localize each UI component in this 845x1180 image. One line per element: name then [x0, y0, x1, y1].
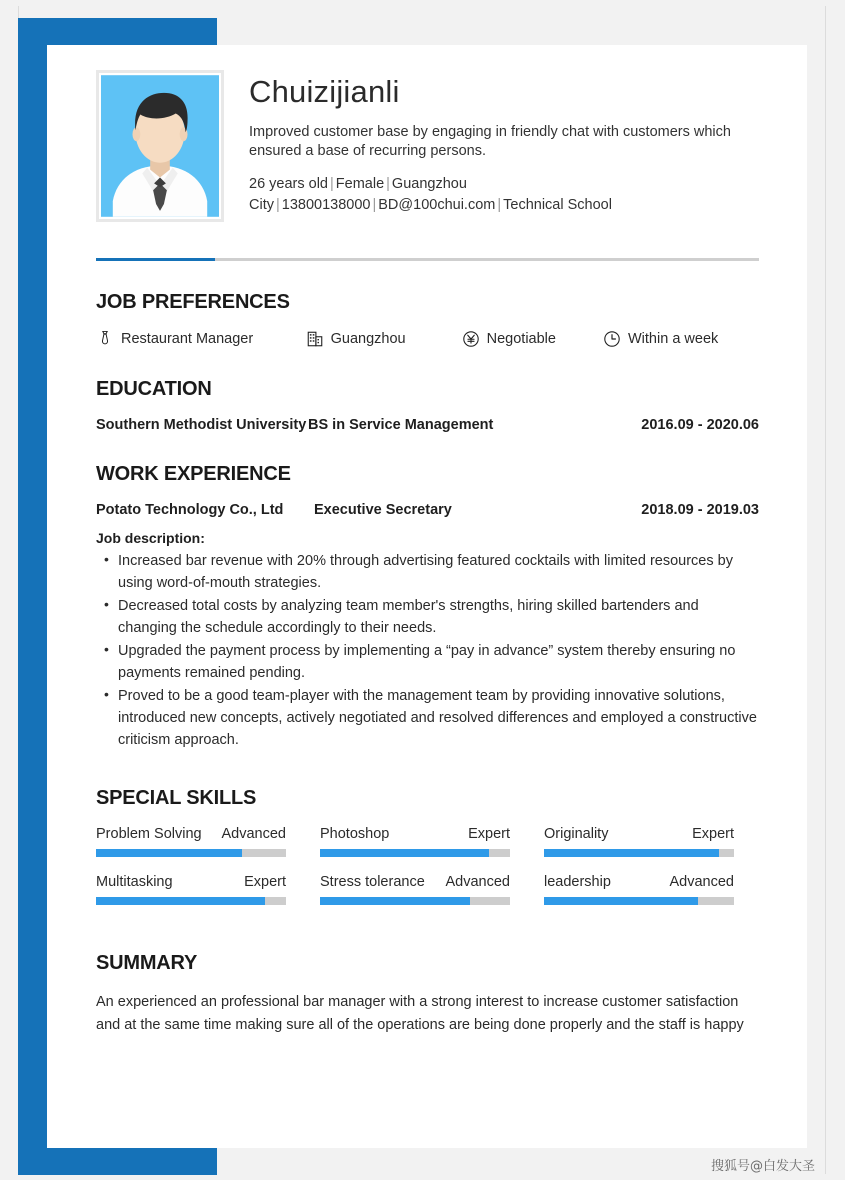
header-text — [249, 70, 759, 216]
contact-separator: | — [372, 196, 377, 213]
contact-line — [249, 174, 759, 216]
job-preference-label: Negotiable — [486, 331, 556, 347]
skill-level: Advanced — [669, 874, 734, 891]
contact-separator: | — [386, 175, 390, 192]
contact-item: Guangzhou City — [249, 175, 467, 213]
job-description-label: Job description: — [96, 530, 205, 546]
skill-name: Originality — [544, 826, 609, 843]
skill-progress-track — [320, 849, 510, 857]
contact-item: 26 years old — [249, 175, 328, 192]
skill-name: Multitasking — [96, 874, 173, 891]
skill-progress-fill — [96, 897, 265, 905]
skill-header — [320, 874, 510, 890]
skill-name: Problem Solving — [96, 826, 202, 843]
skill-progress-track — [96, 897, 286, 905]
skill-header — [96, 826, 286, 842]
skill-level: Expert — [468, 826, 510, 843]
job-description-bullet: • Increased bar revenue with 20% through advertising featured cocktails with limited resources by using word-of-mouth strategies. — [118, 550, 759, 594]
job-description-bullet: • Decreased total costs by analyzing team member's strengths, hiring skilled bartenders and changing the schedule accordingly to their needs. — [118, 595, 759, 639]
contact-item: 13800138000 — [281, 196, 371, 213]
job-preference-item — [462, 330, 603, 348]
education-date: 2016.09 - 2020.06 — [641, 417, 759, 433]
section-education — [96, 378, 759, 433]
resume-header — [96, 70, 759, 222]
job-description-bullet: • Proved to be a good team-player with the management team by providing innovative solutions, introduced new concepts, actively negotiated and resolved differences and employed a constructive criticism approach. — [118, 685, 759, 751]
work-role: Executive Secretary — [314, 502, 452, 518]
skill-level: Expert — [244, 874, 286, 891]
section-title-special-skills: SPECIAL SKILLS — [96, 787, 257, 810]
skill-name: Photoshop — [320, 826, 390, 843]
contact-separator: | — [497, 196, 502, 213]
skill-level: Advanced — [221, 826, 286, 843]
skill-item — [320, 874, 510, 905]
skill-header — [320, 826, 510, 842]
job-preference-item — [603, 330, 759, 348]
job-description-bullets — [96, 550, 759, 751]
skill-item — [320, 826, 510, 857]
job-preference-label: Restaurant Manager — [121, 331, 254, 347]
skill-level: Advanced — [445, 874, 510, 891]
section-title-education: EDUCATION — [96, 378, 212, 400]
blue-left-bar — [18, 18, 50, 1156]
blue-top-bar — [18, 18, 217, 45]
necktie-icon — [96, 330, 114, 348]
job-description-bullet: • Upgraded the payment process by implementing a “pay in advance” system thereby ensuring no payments remained pending. — [118, 640, 759, 684]
building-icon — [306, 330, 324, 348]
clock-icon — [603, 330, 621, 348]
skill-name: leadership — [544, 874, 611, 891]
section-work-experience — [96, 463, 759, 751]
skill-header — [96, 874, 286, 890]
section-title-work-experience: WORK EXPERIENCE — [96, 463, 291, 485]
education-degree: BS in Service Management — [308, 417, 494, 433]
resume-sheet — [47, 45, 807, 1148]
skill-item — [544, 874, 734, 905]
job-preference-item — [306, 330, 462, 348]
section-title-job-preferences: JOB PREFERENCES — [96, 291, 290, 313]
skill-item — [544, 826, 734, 857]
skill-progress-track — [96, 849, 286, 857]
summary-text: An experienced an professional bar manager with a strong interest to increase customer satisfaction and at the same time making sure all of the operations are being done properly and the staff is happy — [96, 994, 744, 1033]
job-preference-item — [96, 330, 306, 348]
job-preference-label: Guangzhou — [330, 331, 406, 347]
work-date: 2018.09 - 2019.03 — [641, 502, 759, 518]
work-entry — [96, 502, 759, 518]
skill-progress-fill — [544, 849, 719, 857]
skill-header — [544, 874, 734, 890]
section-special-skills — [96, 787, 759, 922]
skill-progress-fill — [96, 849, 242, 857]
skill-item — [96, 874, 286, 905]
section-summary — [96, 952, 759, 1036]
contact-item: Technical School — [503, 196, 612, 213]
job-preference-list — [96, 330, 759, 348]
yen-circle-icon — [462, 330, 480, 348]
skill-item — [96, 826, 286, 857]
education-entry — [96, 417, 759, 433]
contact-item: Female — [335, 175, 385, 192]
education-organization: Southern Methodist University — [96, 417, 307, 433]
skill-name: Stress tolerance — [320, 874, 425, 891]
skill-progress-fill — [544, 897, 698, 905]
section-job-preferences — [96, 291, 759, 348]
portrait-photo-icon — [101, 75, 219, 217]
page-title: Chuizijianli — [249, 74, 400, 109]
skill-progress-fill — [320, 897, 470, 905]
job-preference-label: Within a week — [628, 331, 719, 347]
blue-bottom-bar — [18, 1146, 217, 1175]
header-tagline: Improved customer base by engaging in friendly chat with customers which ensured a base of recurring persons. — [249, 123, 731, 160]
skill-progress-track — [544, 897, 734, 905]
skill-progress-fill — [320, 849, 489, 857]
watermark: 搜狐号@白发大圣 — [710, 1159, 815, 1174]
work-company: Potato Technology Co., Ltd — [96, 502, 284, 518]
contact-item: BD@100chui.com — [378, 196, 496, 213]
resume-content — [96, 70, 759, 1036]
contact-separator: | — [275, 196, 280, 213]
avatar — [96, 70, 224, 222]
skill-progress-track — [544, 849, 734, 857]
skill-progress-track — [320, 897, 510, 905]
header-divider — [96, 258, 759, 261]
skills-grid — [96, 826, 759, 922]
skill-header — [544, 826, 734, 842]
skill-level: Expert — [692, 826, 734, 843]
section-title-summary: SUMMARY — [96, 952, 198, 975]
contact-separator: | — [330, 175, 334, 192]
